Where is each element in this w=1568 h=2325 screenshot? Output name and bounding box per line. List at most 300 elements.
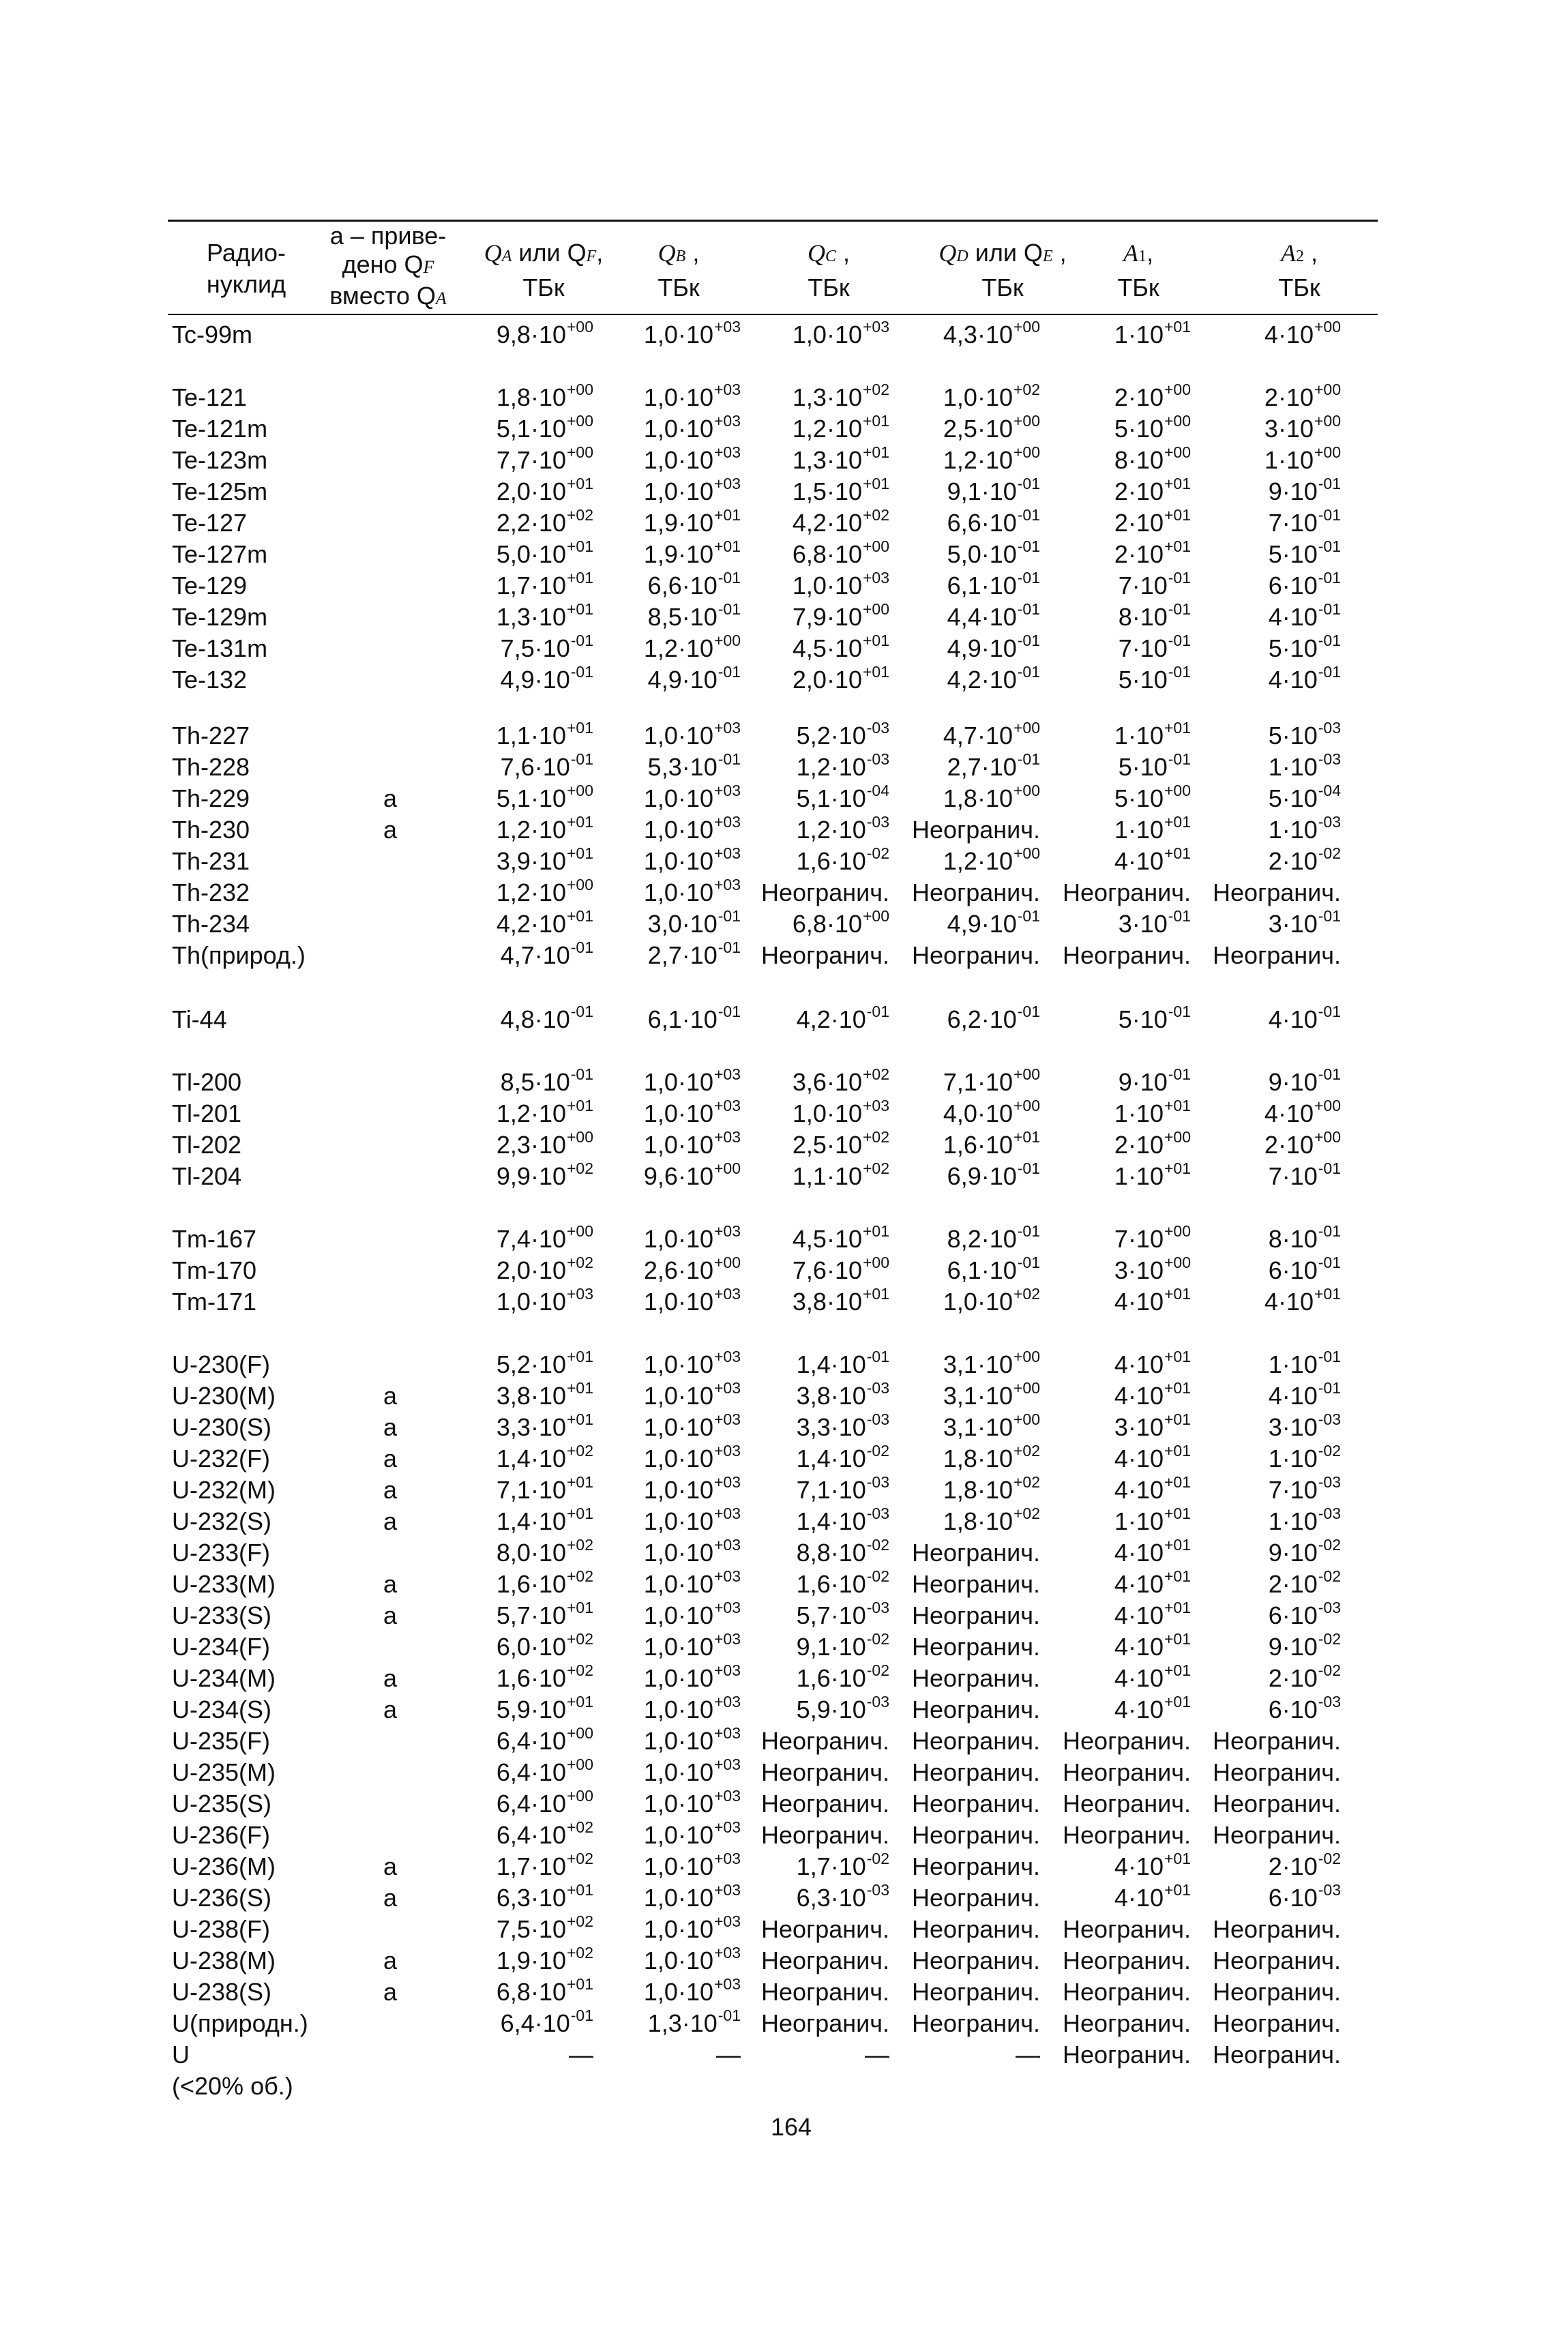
a1-exponent: +01	[1164, 1850, 1191, 1867]
nuclide-cell: Ti-44	[172, 1005, 227, 1033]
qd-cell	[912, 1726, 1040, 1757]
qd-mantissa: 6,1·10	[947, 572, 1017, 599]
qc-mantissa: 7,9·10	[792, 603, 862, 631]
qd-exponent: +00	[1013, 719, 1040, 737]
qd-exponent: -01	[1017, 1222, 1040, 1240]
qc-cell	[761, 1788, 889, 1820]
qa-exponent: +01	[566, 1599, 593, 1616]
a1-mantissa: 8·10	[1114, 446, 1164, 474]
a1-exponent: +01	[1164, 1567, 1191, 1585]
a2-mantissa: 9·10	[1268, 1633, 1318, 1661]
nuclide-cell: Te-123m	[172, 446, 268, 474]
a2-cell	[1269, 570, 1341, 602]
a2-cell	[1269, 1475, 1341, 1506]
a1-mantissa: 4·10	[1114, 1852, 1164, 1880]
qd-mantissa: 1,0·10	[943, 1288, 1013, 1316]
a2-exponent: -01	[1318, 632, 1341, 649]
header-qc-line1	[778, 237, 880, 272]
a1-mantissa: 5·10	[1118, 1005, 1168, 1033]
qa-cell	[497, 476, 593, 507]
nuclide-cell: Tl-201	[172, 1099, 242, 1127]
a1-exponent: +01	[1164, 844, 1191, 862]
a1-mantissa: 4·10	[1114, 1288, 1164, 1316]
qd-cell	[943, 1506, 1040, 1537]
qd-exponent: +02	[1013, 1473, 1040, 1491]
a2-mantissa: Неогранич.	[1213, 1758, 1341, 1786]
qb-cell	[644, 1161, 741, 1192]
qb-mantissa: 1,0·10	[643, 477, 713, 505]
flag-cell: а	[383, 1570, 398, 1598]
a2-cell	[1269, 720, 1341, 752]
qa-cell	[497, 1694, 593, 1726]
qd-exponent: -01	[1017, 632, 1040, 649]
a2-mantissa: 1·10	[1268, 753, 1318, 781]
qc-exponent: +00	[862, 537, 889, 555]
header-qc-q: Q	[807, 239, 825, 267]
qd-mantissa: Неогранич.	[912, 1946, 1040, 1974]
a1-cell	[1063, 940, 1191, 971]
qa-cell	[497, 720, 593, 752]
qd-cell	[912, 1694, 1040, 1726]
qa-cell	[497, 877, 593, 908]
qb-exponent: +03	[713, 1379, 741, 1397]
a1-exponent: +00	[1164, 443, 1191, 461]
qc-mantissa: 1,4·10	[796, 1445, 866, 1472]
nuclide-cell: Th-231	[172, 847, 250, 875]
qc-cell	[761, 940, 889, 971]
qc-cell	[797, 1631, 889, 1663]
a2-exponent: -03	[1318, 813, 1341, 831]
qc-cell	[797, 814, 889, 846]
header-flag-line1: а – приве-	[329, 222, 447, 250]
qc-mantissa: 1,6·10	[796, 847, 866, 875]
qc-mantissa: 5,9·10	[796, 1695, 866, 1723]
header-qa-q: Q	[484, 239, 502, 267]
qb-exponent: +03	[713, 1128, 741, 1146]
qa-mantissa: 6,4·10	[496, 1821, 566, 1849]
nuclide-cell: Th-232	[172, 878, 250, 906]
a1-mantissa: 4·10	[1114, 1476, 1164, 1504]
a1-exponent: +00	[1164, 1128, 1191, 1146]
a2-mantissa: 6·10	[1268, 1601, 1318, 1629]
a2-mantissa: 4·10	[1268, 603, 1318, 631]
qa-exponent: -01	[570, 1003, 593, 1020]
a1-exponent: +01	[1164, 1473, 1191, 1491]
nuclide-cell: Te-131m	[172, 634, 268, 662]
a1-exponent: +01	[1164, 475, 1191, 492]
qc-cell	[797, 1851, 889, 1882]
qa-mantissa: 6,4·10	[496, 1758, 566, 1786]
flag-cell: а	[383, 1978, 398, 2006]
qd-cell	[912, 877, 1040, 908]
qb-cell	[644, 319, 741, 351]
qd-mantissa: 1,8·10	[943, 1445, 1013, 1472]
qb-exponent: +03	[713, 381, 741, 398]
a1-mantissa: 3·10	[1114, 1413, 1164, 1441]
qb-exponent: +03	[713, 1473, 741, 1491]
qc-exponent: -03	[866, 1881, 889, 1899]
qa-cell	[497, 783, 593, 814]
nuclide-cell: U-235(S)	[172, 1790, 272, 1818]
qb-exponent: +03	[713, 1065, 741, 1083]
a1-cell	[1063, 1788, 1191, 1820]
qa-exponent: -01	[570, 938, 593, 956]
qd-mantissa: Неогранич.	[912, 1727, 1040, 1755]
a1-cell	[1114, 1255, 1191, 1286]
a1-cell	[1114, 814, 1191, 846]
qa-mantissa: 1,2·10	[496, 816, 566, 844]
a2-mantissa: 9·10	[1268, 1068, 1318, 1096]
qa-exponent: +01	[566, 1410, 593, 1428]
qb-mantissa: 1,0·10	[643, 383, 713, 411]
a2-cell	[1264, 1098, 1341, 1129]
qd-cell	[943, 1286, 1040, 1318]
a1-cell	[1114, 1882, 1191, 1914]
a1-cell	[1114, 1475, 1191, 1506]
a1-cell	[1114, 720, 1191, 752]
qa-mantissa: 5,7·10	[496, 1601, 566, 1629]
header-flag	[323, 222, 453, 313]
qb-cell	[648, 752, 741, 783]
a2-mantissa: 4·10	[1268, 666, 1318, 694]
qd-mantissa: Неогранич.	[912, 1633, 1040, 1661]
qb-mantissa: 2,7·10	[647, 941, 718, 969]
qb-mantissa: 8,5·10	[647, 603, 718, 631]
a1-mantissa: 5·10	[1118, 666, 1168, 694]
nuclide-cell: U-238(F)	[172, 1915, 271, 1943]
a1-exponent: +01	[1164, 537, 1191, 555]
qc-mantissa: 5,2·10	[796, 722, 866, 750]
qa-exponent: +00	[566, 1787, 593, 1805]
a2-cell	[1269, 1694, 1341, 1726]
qb-cell	[644, 1224, 741, 1255]
qd-cell	[947, 633, 1040, 664]
qa-exponent: +00	[566, 381, 593, 398]
qd-mantissa: 4,0·10	[943, 1099, 1013, 1127]
qa-cell	[501, 940, 593, 971]
qd-mantissa: 9,1·10	[947, 477, 1017, 505]
qa-exponent: -01	[570, 632, 593, 649]
a1-cell	[1114, 539, 1191, 570]
qd-cell	[947, 1161, 1040, 1192]
qc-mantissa: Неогранич.	[761, 1946, 889, 1974]
qc-mantissa: Неогранич.	[761, 1978, 889, 2006]
qd-cell	[912, 814, 1040, 846]
qd-exponent: -01	[1017, 506, 1040, 524]
a2-cell	[1269, 539, 1341, 570]
qa-mantissa: 1,0·10	[496, 1288, 566, 1316]
qb-exponent: +03	[713, 782, 741, 799]
header-qd-q: Q	[938, 239, 957, 267]
qa-mantissa: 5,0·10	[496, 540, 566, 568]
qc-cell	[797, 720, 889, 752]
qb-cell	[644, 1694, 741, 1726]
qc-mantissa: 4,5·10	[792, 634, 862, 662]
qa-exponent: +01	[566, 813, 593, 831]
a1-cell	[1114, 1349, 1191, 1380]
flag-cell: а	[383, 784, 398, 812]
header-qd-sub: D	[956, 248, 968, 265]
qc-exponent: -02	[866, 1536, 889, 1554]
qb-mantissa: 1,0·10	[643, 1633, 713, 1661]
nuclide-cell: U-234(F)	[172, 1633, 271, 1661]
qa-cell	[497, 1161, 593, 1192]
qa-cell	[497, 1882, 593, 1914]
a2-exponent: -03	[1318, 1693, 1341, 1711]
a1-exponent: +00	[1164, 381, 1191, 398]
a1-mantissa: Неогранич.	[1063, 2009, 1191, 2037]
flag-cell: а	[383, 1413, 398, 1441]
qd-cell	[912, 1631, 1040, 1663]
qb-mantissa: 1,0·10	[643, 446, 713, 474]
a1-mantissa: 3·10	[1118, 910, 1168, 938]
flag-cell: а	[383, 1601, 398, 1629]
qb-cell	[644, 507, 741, 539]
qb-exponent: +03	[713, 475, 741, 492]
a2-mantissa: Неогранич.	[1213, 1978, 1341, 2006]
a1-exponent: -01	[1168, 569, 1191, 587]
a1-mantissa: 5·10	[1114, 784, 1164, 812]
qa-cell	[497, 382, 593, 413]
qb-mantissa: 1,0·10	[643, 1852, 713, 1880]
a1-mantissa: 4·10	[1114, 1539, 1164, 1567]
qa-mantissa: 4,7·10	[500, 941, 570, 969]
qa-exponent: +00	[566, 1128, 593, 1146]
qc-mantissa: Неогранич.	[761, 941, 889, 969]
qc-cell	[793, 1255, 889, 1286]
a1-exponent: +01	[1164, 1442, 1191, 1460]
a1-mantissa: 2·10	[1114, 477, 1164, 505]
header-qb-unit: ТБк	[657, 273, 700, 301]
a2-mantissa: 4·10	[1264, 321, 1314, 349]
a2-mantissa: 5·10	[1268, 540, 1318, 568]
qb-mantissa: 1,0·10	[643, 878, 713, 906]
a1-mantissa: Неогранич.	[1063, 1727, 1191, 1755]
a2-mantissa: 4·10	[1264, 1288, 1314, 1316]
a2-cell	[1269, 664, 1341, 696]
a2-mantissa: Неогранич.	[1213, 878, 1341, 906]
a2-mantissa: 6·10	[1268, 1695, 1318, 1723]
qb-cell	[644, 1914, 741, 1945]
qa-cell	[569, 2039, 593, 2071]
qb-exponent: +03	[713, 1975, 741, 1993]
a2-cell	[1264, 445, 1341, 476]
qd-exponent: -01	[1017, 600, 1040, 618]
qc-exponent: -03	[866, 1505, 889, 1522]
qd-cell	[943, 1129, 1040, 1161]
qd-cell	[943, 846, 1040, 877]
qb-mantissa: 1,0·10	[643, 1099, 713, 1127]
qc-mantissa: 7,1·10	[796, 1476, 866, 1504]
header-a1-a: A	[1123, 239, 1138, 267]
qb-exponent: +03	[713, 1944, 741, 1961]
qd-cell	[912, 1569, 1040, 1600]
header-qa-line1	[472, 237, 615, 272]
a1-mantissa: 3·10	[1114, 1256, 1164, 1284]
qd-cell	[912, 1945, 1040, 1976]
header-nuclide	[188, 237, 304, 300]
qa-cell	[497, 846, 593, 877]
qb-cell	[644, 413, 741, 445]
qb-exponent: +03	[713, 1097, 741, 1114]
a2-cell	[1269, 846, 1341, 877]
nuclide-cell: Th-234	[172, 910, 250, 938]
a1-mantissa: 4·10	[1114, 1695, 1164, 1723]
qa-mantissa: 1,7·10	[496, 1852, 566, 1880]
qa-exponent: +00	[566, 1756, 593, 1773]
qb-cell	[644, 1443, 741, 1475]
a1-cell	[1119, 570, 1191, 602]
a2-mantissa: 4·10	[1268, 1005, 1318, 1033]
a1-cell	[1063, 1976, 1191, 2008]
qc-cell	[797, 846, 889, 877]
qc-cell	[797, 783, 889, 814]
qc-cell	[797, 1506, 889, 1537]
a1-cell	[1063, 877, 1191, 908]
header-qc-unit: ТБк	[808, 273, 850, 301]
a2-exponent: +00	[1314, 1128, 1341, 1146]
qd-cell	[912, 1788, 1040, 1820]
qd-mantissa: Неогранич.	[912, 1539, 1040, 1567]
qb-mantissa: 1,0·10	[643, 415, 713, 443]
a1-cell	[1063, 1820, 1191, 1851]
qb-cell	[644, 1851, 741, 1882]
qb-mantissa: 1,0·10	[643, 1727, 713, 1755]
a1-cell	[1114, 1663, 1191, 1694]
qd-exponent: +00	[1013, 412, 1040, 430]
qd-exponent: +02	[1013, 1442, 1040, 1460]
qc-exponent: +02	[862, 1065, 889, 1083]
a1-cell	[1119, 1067, 1191, 1098]
a2-mantissa: 4·10	[1264, 1099, 1314, 1127]
qa-exponent: +00	[566, 443, 593, 461]
nuclide-cell: Te-132	[172, 666, 248, 694]
qb-exponent: +03	[713, 1912, 741, 1930]
qd-cell	[912, 1976, 1040, 2008]
header-a2	[1248, 237, 1350, 303]
qc-exponent: -02	[866, 1442, 889, 1460]
qb-cell	[644, 1412, 741, 1443]
qc-cell	[761, 1914, 889, 1945]
a2-exponent: +00	[1314, 1097, 1341, 1114]
qc-exponent: +01	[862, 1285, 889, 1303]
qc-mantissa: 4,2·10	[796, 1005, 866, 1033]
nuclide-cell: U-232(S)	[172, 1507, 272, 1535]
qd-cell	[943, 413, 1040, 445]
header-flag-text: дено Q	[342, 250, 424, 278]
a1-cell	[1063, 2008, 1191, 2039]
qd-exponent: -01	[1017, 663, 1040, 681]
a2-exponent: +00	[1314, 443, 1341, 461]
a1-exponent: +01	[1164, 813, 1191, 831]
a2-mantissa: 6·10	[1268, 572, 1318, 599]
nuclide-cell: U-238(S)	[172, 1978, 272, 2006]
qa-cell	[497, 1412, 593, 1443]
qd-mantissa: 4,7·10	[943, 722, 1013, 750]
header-a2-comma: ,	[1303, 239, 1318, 267]
qd-cell	[947, 664, 1040, 696]
qb-cell	[644, 1976, 741, 2008]
nuclide-cell: U-234(M)	[172, 1664, 276, 1692]
qa-cell	[497, 1098, 593, 1129]
a1-cell	[1114, 1412, 1191, 1443]
qa-cell	[501, 1067, 593, 1098]
qb-mantissa: —	[716, 2041, 741, 2069]
qc-cell	[793, 1129, 889, 1161]
qd-cell	[1016, 2039, 1040, 2071]
a2-exponent: -03	[1318, 1599, 1341, 1616]
qd-cell	[947, 1224, 1040, 1255]
a2-mantissa: 9·10	[1268, 477, 1318, 505]
qa-exponent: +00	[566, 318, 593, 336]
qc-mantissa: 3,8·10	[792, 1288, 862, 1316]
qb-cell	[648, 1004, 741, 1035]
header-qa	[472, 237, 615, 303]
qa-mantissa: 7,5·10	[496, 1915, 566, 1943]
a1-exponent: +01	[1164, 1159, 1191, 1177]
header-qb-sub: B	[675, 248, 686, 265]
qc-exponent: -02	[866, 1567, 889, 1585]
a1-mantissa: 4·10	[1114, 1664, 1164, 1692]
a2-cell	[1269, 1506, 1341, 1537]
a2-exponent: -01	[1318, 1379, 1341, 1397]
qc-cell	[797, 752, 889, 783]
qb-exponent: +03	[713, 1536, 741, 1554]
qc-mantissa: 9,1·10	[796, 1633, 866, 1661]
qd-mantissa: Неогранич.	[912, 1758, 1040, 1786]
qa-cell	[497, 539, 593, 570]
qd-mantissa: 6,1·10	[947, 1256, 1017, 1284]
qa-exponent: -01	[570, 663, 593, 681]
a1-mantissa: 5·10	[1118, 753, 1168, 781]
qb-cell	[644, 539, 741, 570]
a2-exponent: -01	[1318, 537, 1341, 555]
a2-exponent: +01	[1314, 1285, 1341, 1303]
a2-mantissa: 7·10	[1268, 509, 1318, 537]
qc-cell	[793, 570, 889, 602]
qc-exponent: -03	[866, 1379, 889, 1397]
qa-exponent: +01	[566, 844, 593, 862]
qc-cell	[761, 1945, 889, 1976]
a1-cell	[1114, 382, 1191, 413]
a2-exponent: -02	[1318, 1661, 1341, 1679]
a1-cell	[1114, 1129, 1191, 1161]
qa-exponent: -01	[570, 750, 593, 768]
nuclide-cell: Tm-167	[172, 1225, 257, 1253]
qc-cell	[793, 1161, 889, 1192]
qa-mantissa: 3,9·10	[496, 847, 566, 875]
a2-mantissa: 7·10	[1268, 1162, 1318, 1190]
qd-cell	[912, 1537, 1040, 1569]
a1-exponent: +01	[1164, 1536, 1191, 1554]
qb-exponent: +03	[713, 1285, 741, 1303]
qc-exponent: +01	[862, 632, 889, 649]
qd-exponent: -01	[1017, 1254, 1040, 1271]
qa-exponent: +00	[566, 1222, 593, 1240]
qb-exponent: +03	[713, 1630, 741, 1648]
a1-exponent: +01	[1164, 1599, 1191, 1616]
qb-exponent: +03	[713, 813, 741, 831]
qd-exponent: -01	[1017, 1003, 1040, 1020]
qc-exponent: -03	[866, 750, 889, 768]
a2-mantissa: Неогранич.	[1213, 1915, 1341, 1943]
qc-exponent: +02	[862, 1128, 889, 1146]
qb-cell	[644, 877, 741, 908]
nuclide-cell: Tl-200	[172, 1068, 242, 1096]
qd-exponent: -01	[1017, 750, 1040, 768]
a2-cell	[1264, 1129, 1341, 1161]
a2-exponent: -01	[1318, 475, 1341, 492]
